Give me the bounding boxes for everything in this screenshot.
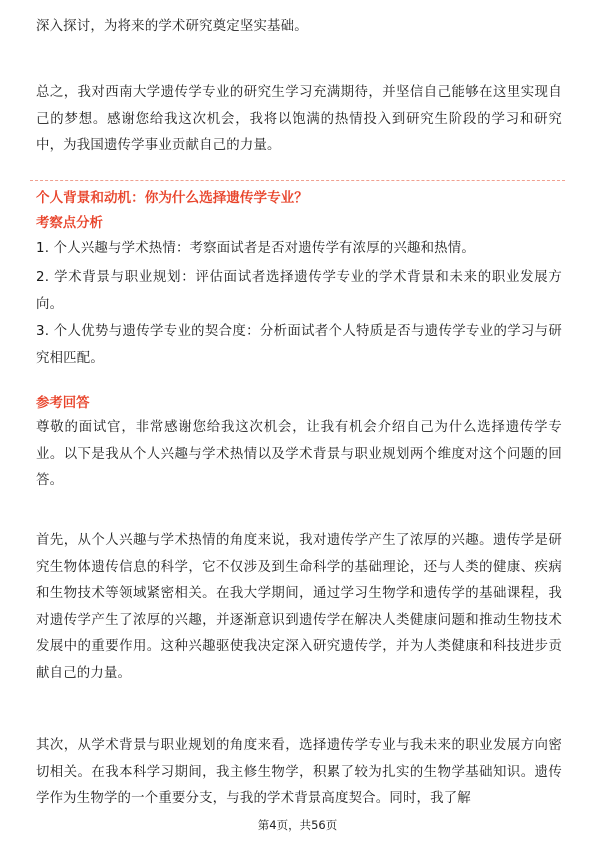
analysis-item: 1. 个人兴趣与学术热情：考察面试者是否对遗传学有浓厚的兴趣和热情。 <box>36 241 475 256</box>
section-divider <box>30 180 565 181</box>
answer-heading: 参考回答 <box>36 396 90 411</box>
question-title: 个人背景和动机：你为什么选择遗传学专业？ <box>36 190 308 206</box>
analysis-item: 2. 学术背景与职业规划：评估面试者选择遗传学专业的学术背景和未来的职业发展方向。 <box>36 270 562 312</box>
analysis-item: 3. 个人优势与遗传学专业的契合度：分析面试者个人特质是否与遗传学专业的学习与研究相匹配。 <box>36 324 562 366</box>
analysis-heading: 考察点分析 <box>36 216 103 231</box>
page-number: 第4页，共56页 <box>257 818 338 832</box>
paragraph-conclusion: 总之，我对西南大学遗传学专业的研究生学习充满期待，并坚信自己能够在这里实现自己的梦想。感谢您给我这次机会，我将以饱满的热情投入到研究生阶段的学习和研究中，为我国遗传学事业贡献自己的力量。 <box>36 85 562 153</box>
answer-paragraph: 尊敬的面试官，非常感谢您给我这次机会，让我有机会介绍自己为什么选择遗传学专业。以下是我从个人兴趣与学术热情以及学术背景与职业规划两个维度对这个问题的回答。 <box>36 420 562 488</box>
answer-paragraph: 其次，从学术背景与职业规划的角度来看，选择遗传学专业与我未来的职业发展方向密切相关。在我本科学习期间，我主修生物学，积累了较为扎实的生物学基础知识。遗传学作为生物学的一个重要分支，与我的学术背景高度契合。同时，我了解 <box>36 738 562 806</box>
answer-paragraph: 首先，从个人兴趣与学术热情的角度来说，我对遗传学产生了浓厚的兴趣。遗传学是研究生物体遗传信息的科学，它不仅涉及到生命科学的基础理论，还与人类的健康、疾病和生物技术等领域紧密相关。在我大学期间，通过学习生物学和遗传学的基础课程，我对遗传学产生了浓厚的兴趣，并逐渐意识到遗传学在解决人类健康问题和推动生物技术发展中的重要作用。这种兴趣驱使我决定深入研究遗传学，并为人类健康和科技进步贡献自己的力量。 <box>36 533 562 681</box>
paragraph-intro-tail: 深入探讨，为将来的学术研究奠定坚实基础。 <box>36 19 308 34</box>
